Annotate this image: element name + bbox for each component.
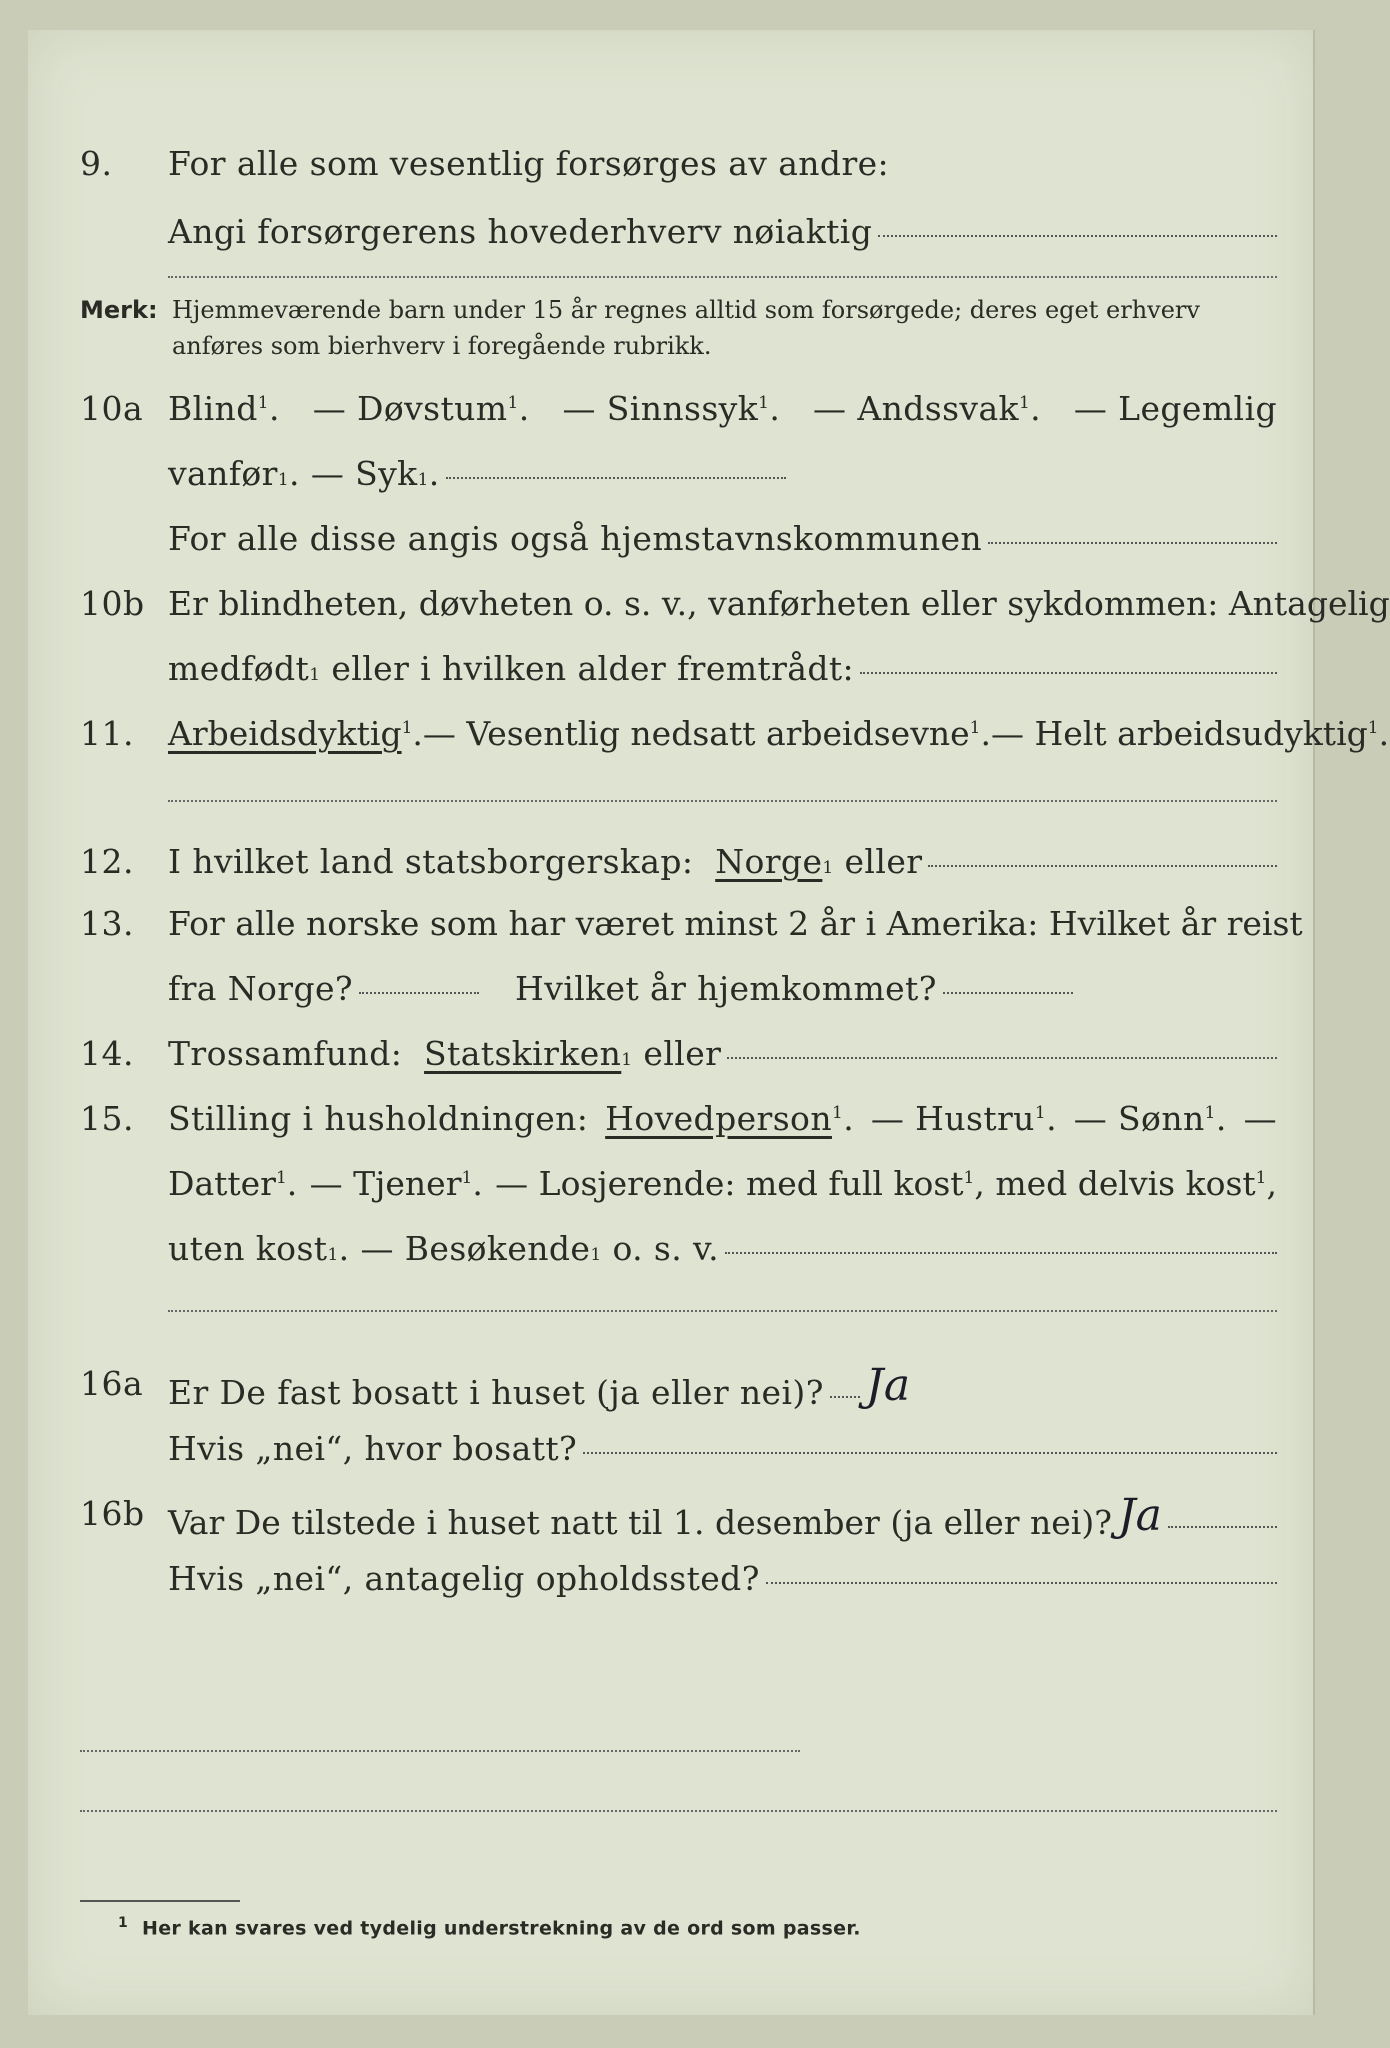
q15-tjener[interactable]: — Tjener	[309, 1164, 462, 1203]
q11-arbeidsdyktig[interactable]: Arbeidsdyktig	[168, 714, 402, 753]
footnote-text: Her kan svares ved tydelig understrekning av de ord som passer.	[142, 1917, 861, 1940]
q14-row: 14. Trossamfund: Statskirken 1 eller	[28, 1030, 1313, 1080]
q13-hjemkommet-answer-line[interactable]	[943, 992, 1073, 994]
q12-row: 12. I hvilket land statsborgerskap: Norge 1 eller	[28, 838, 1313, 888]
q9-line2: Angi forsørgerens hovederhverv nøiaktig	[168, 212, 873, 251]
q16a-row	[28, 1360, 1313, 1410]
q12-eller: eller	[844, 842, 923, 881]
q12-answer-line[interactable]	[928, 865, 1277, 867]
q16b-answer-line[interactable]	[766, 1582, 1277, 1584]
q16b-opholdssted: Hvis „nei“, antagelig opholdssted?	[168, 1559, 760, 1598]
q10b-line1: Er blindheten, døvheten o. s. v., vanførheten eller sykdommen: Antagelig	[168, 584, 1390, 623]
q10b-medfodt: medfødt	[168, 649, 310, 688]
q9-row2	[28, 208, 1313, 258]
q10a-dovstum: — Døvstum	[312, 389, 508, 428]
footnote-marker: 1	[118, 1915, 129, 1931]
q16b-row2	[28, 1555, 1313, 1605]
q10a-syk-answer-line[interactable]	[446, 477, 786, 479]
q16a-answer-line[interactable]	[583, 1452, 1277, 1454]
q13-row	[28, 900, 1313, 950]
q13-reist: fra Norge?	[168, 969, 354, 1008]
footnote	[118, 1915, 861, 1939]
q15-number: 15.	[80, 1099, 134, 1138]
q11-number: 11.	[80, 714, 134, 753]
q15-datter[interactable]: Datter	[168, 1164, 276, 1203]
q15-dash: —	[1243, 1099, 1277, 1138]
q16a-question: Er De fast bosatt i huset (ja eller nei)?	[168, 1373, 824, 1412]
q16b-dots	[1168, 1526, 1277, 1528]
q16a-answer-handwritten[interactable]: Ja	[865, 1360, 911, 1411]
q10b-row	[28, 580, 1390, 630]
census-form-page	[28, 30, 1390, 2015]
q14-number: 14.	[80, 1034, 134, 1073]
q10a-number: 10a	[80, 389, 144, 428]
q11-nedsatt[interactable]: — Vesentlig nedsatt arbeidsevne	[422, 714, 970, 753]
q15-text: Stilling i husholdningen:	[168, 1099, 589, 1138]
q10a-hjemstavn: For alle disse angis også hjemstavnskommunen	[168, 519, 983, 558]
q9-row	[28, 140, 1313, 190]
q16a-hvor-bosatt: Hvis „nei“, hvor bosatt?	[168, 1429, 578, 1468]
merk-label: Merk:	[80, 296, 158, 324]
q16a-row2	[28, 1425, 1313, 1475]
q9-answer-line[interactable]	[878, 235, 1277, 237]
q9-extra-line[interactable]	[168, 276, 1277, 278]
q10a-andssvak: — Andssvak	[813, 389, 1019, 428]
q13-reist-answer-line[interactable]	[359, 992, 479, 994]
q15-besokende[interactable]: — Besøkende	[360, 1229, 591, 1268]
q11-extra-line[interactable]	[168, 800, 1277, 802]
q15-osv: o. s. v.	[612, 1229, 720, 1268]
q15-row: 15. Stilling i husholdningen: Hovedperson$^1$. — Hustru$^1$. — Sønn$^1$. —	[80, 1099, 1277, 1138]
q15-row2: Datter$^1$. — Tjener$^1$. — Losjerende: med full kost$^1$, med delvis kost$^1$,	[168, 1164, 1277, 1203]
q14-answer-statskirken[interactable]: Statskirken	[424, 1034, 622, 1073]
q13-number: 13.	[80, 904, 134, 943]
merk-line1: Hjemmeværende barn under 15 år regnes alltid som forsørgede; deres eget erhverv	[172, 296, 1200, 324]
q9-number: 9.	[80, 144, 113, 183]
q10a-vanfor: vanfør	[168, 454, 278, 493]
blank-line-1[interactable]	[80, 1750, 800, 1752]
q12-number: 12.	[80, 842, 134, 881]
merk-note	[80, 292, 1280, 364]
q10a-row3	[28, 515, 1313, 565]
q15-row3: uten kost 1 . — Besøkende 1 o. s. v.	[28, 1225, 1313, 1275]
q11-row: 11. Arbeidsdyktig$^1$. — Vesentlig nedsatt arbeidsevne$^1$. — Helt arbeidsudyktig$^1$.	[80, 714, 1390, 753]
q15-sonn[interactable]: — Sønn	[1073, 1099, 1205, 1138]
q12-text: I hvilket land statsborgerskap:	[168, 842, 694, 881]
q10b-row2: medfødt 1 eller i hvilken alder fremtrådt:	[28, 645, 1313, 695]
q14-eller: eller	[643, 1034, 722, 1073]
q10a-hjemstavn-answer-line[interactable]	[988, 542, 1277, 544]
q16b-question: Var De tilstede i huset natt til 1. desember (ja eller nei)?	[168, 1503, 1112, 1542]
q15-answer-line[interactable]	[725, 1252, 1277, 1254]
footnote-rule	[80, 1900, 240, 1902]
q16a-dots	[830, 1396, 860, 1398]
q16b-number: 16b	[80, 1494, 145, 1533]
merk-line2: anføres som bierhverv i foregående rubrikk.	[172, 332, 712, 360]
q15-full-kost[interactable]: — Losjerende: med full kost	[495, 1164, 964, 1203]
q14-answer-line[interactable]	[727, 1057, 1277, 1059]
q10a-row2: vanfør 1 . — Syk 1 .	[28, 450, 1313, 500]
q15-hustru[interactable]: — Hustru	[870, 1099, 1035, 1138]
q15-answer-hovedperson[interactable]: Hovedperson	[605, 1099, 832, 1138]
q9-line1: For alle som vesentlig forsørges av andre:	[168, 144, 890, 183]
q16b-row	[28, 1490, 1313, 1540]
q13-hjemkommet: Hvilket år hjemkommet?	[515, 969, 937, 1008]
q10b-alder: eller i hvilken alder fremtrådt:	[331, 649, 855, 688]
q15-extra-line[interactable]	[168, 1310, 1277, 1312]
blank-line-2[interactable]	[80, 1810, 1277, 1812]
q11-udyktig[interactable]: — Helt arbeidsudyktig	[990, 714, 1368, 753]
q13-row2	[28, 965, 1313, 1015]
q10a-blind: Blind	[168, 389, 258, 428]
q16a-number: 16a	[80, 1364, 144, 1403]
q10a-legemlig: — Legemlig	[1073, 389, 1277, 428]
q16b-answer-handwritten[interactable]: Ja	[1117, 1490, 1162, 1541]
q10a-row: 10a Blind$^1$. — Døvstum$^1$. — Sinnssyk$^1$. — Andssvak$^1$. — Legemlig	[80, 389, 1277, 428]
q10a-syk: — Syk	[310, 454, 418, 493]
q12-answer-norge[interactable]: Norge	[715, 842, 823, 881]
q13-line1: For alle norske som har været minst 2 år i Amerika: Hvilket år reist	[168, 904, 1303, 943]
q15-delvis-kost[interactable]: , med delvis kost	[974, 1164, 1256, 1203]
q10b-number: 10b	[80, 584, 145, 623]
q10a-sinnssyk: — Sinnssyk	[562, 389, 759, 428]
q10b-answer-line[interactable]	[860, 672, 1277, 674]
q14-text: Trossamfund:	[168, 1034, 403, 1073]
q15-uten-kost[interactable]: uten kost	[168, 1229, 328, 1268]
